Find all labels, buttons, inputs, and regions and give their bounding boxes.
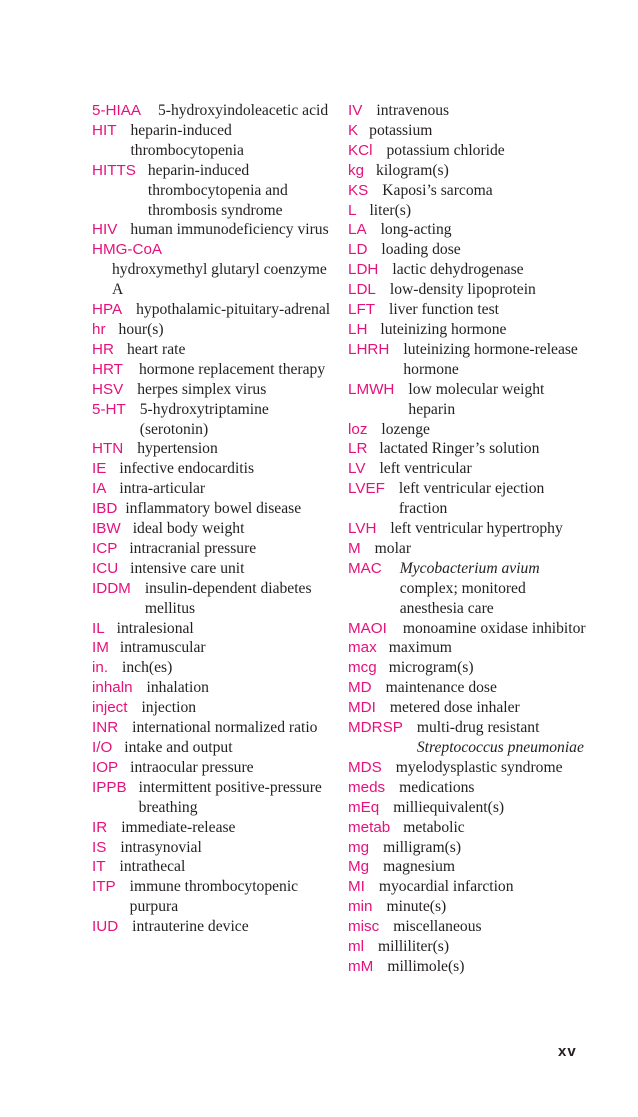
abbreviation-definition: heparin-induced thrombocytopenia and thrombosis syndrome [147, 161, 288, 219]
abbreviation-term: LVEF [348, 480, 385, 498]
abbreviation-term: MAC [348, 559, 382, 577]
abbreviation-definition: liver function test [389, 301, 500, 319]
abbreviation-definition: lozenge [381, 420, 430, 438]
abbreviation-definition: myelodysplastic syndrome [395, 758, 563, 776]
abbreviation-entry [348, 658, 588, 678]
abbreviation-definition: intrasynovial [120, 838, 202, 856]
abbreviation-entry [348, 300, 588, 320]
abbreviation-term: LFT [348, 301, 376, 319]
abbreviation-entry [348, 638, 588, 658]
abbreviation-entry [348, 240, 588, 260]
abbreviation-entry [92, 857, 332, 877]
abbreviation-term: MI [348, 878, 365, 896]
abbreviation-term: KS [348, 181, 369, 199]
abbreviation-entry [348, 937, 588, 957]
abbreviation-entry [348, 818, 588, 838]
abbreviation-entry [92, 479, 332, 499]
abbreviation-definition: human immunodeficiency virus [130, 221, 329, 239]
abbreviation-term: inhaln [92, 679, 133, 697]
abbreviation-term: IL [92, 619, 105, 637]
abbreviation-entry [92, 320, 332, 340]
italic-term: Mycobacterium avium [399, 559, 540, 577]
abbreviation-entry [348, 260, 588, 280]
abbreviation-entry [92, 380, 332, 400]
abbreviation-definition: international normalized ratio [132, 719, 318, 737]
abbreviation-entry [92, 579, 332, 619]
abbreviation-entry [92, 678, 332, 698]
abbreviation-definition: maximum [388, 639, 452, 657]
abbreviation-definition: intrathecal [119, 858, 186, 876]
abbreviation-term: LV [348, 460, 366, 478]
abbreviation-definition: Mycobacterium avium complex; monitored anesthesia care [399, 559, 540, 617]
abbreviation-term: LDH [348, 261, 379, 279]
abbreviation-term: HIT [92, 121, 117, 139]
abbreviation-entry [92, 658, 332, 678]
abbreviation-definition: intraocular pressure [130, 758, 254, 776]
abbreviation-entry [348, 459, 588, 479]
abbreviation-term: IUD [92, 918, 119, 936]
abbreviation-definition: liter(s) [369, 201, 412, 219]
abbreviation-definition: lactic dehydrogenase [392, 261, 524, 279]
abbreviation-entry [348, 678, 588, 698]
abbreviation-definition: intramuscular [119, 639, 206, 657]
abbreviation-definition: milligram(s) [383, 838, 462, 856]
abbreviation-definition: metered dose inhaler [389, 699, 520, 717]
abbreviation-term: Mg [348, 858, 370, 876]
abbreviation-definition: loading dose [381, 241, 461, 259]
abbreviation-term: mg [348, 838, 370, 856]
abbreviation-entry [348, 121, 588, 141]
abbreviation-term: ml [348, 938, 365, 956]
abbreviation-entry [92, 539, 332, 559]
abbreviation-definition: lactated Ringer’s solution [379, 440, 540, 458]
italic-term: Streptococcus pneumoniae [416, 739, 584, 756]
abbreviation-definition: intake and output [124, 739, 233, 756]
abbreviation-definition: low molecular weight heparin [408, 380, 545, 418]
abbreviation-entry [92, 340, 332, 360]
abbreviation-entry [348, 380, 588, 420]
abbreviation-definition: inflammatory bowel disease [125, 500, 302, 518]
abbreviation-entry [348, 201, 588, 221]
abbreviation-term: IBD [92, 500, 118, 518]
abbreviation-definition: hypothalamic-pituitary-adrenal [136, 301, 331, 319]
abbreviation-entry [348, 420, 588, 440]
abbreviation-term: INR [92, 719, 119, 737]
abbreviation-entry [348, 857, 588, 877]
abbreviation-entry [348, 559, 588, 619]
abbreviation-entry [92, 877, 332, 917]
abbreviation-term: IR [92, 818, 108, 836]
abbreviation-term: HIV [92, 221, 118, 239]
abbreviation-term: 5-HIAA [92, 102, 141, 119]
abbreviation-entry [348, 539, 588, 559]
abbreviation-definition: intravenous [376, 102, 450, 119]
abbreviation-term: mcg [348, 659, 377, 677]
abbreviation-term: IM [92, 639, 109, 657]
abbreviation-definition: heparin-induced thrombocytopenia [130, 121, 244, 159]
abbreviation-definition: Kaposi’s sarcoma [382, 181, 493, 199]
abbreviation-term: IPPB [92, 778, 127, 796]
abbreviation-entry [348, 439, 588, 459]
abbreviation-entry [92, 240, 332, 300]
abbreviation-term: HITTS [92, 161, 136, 179]
abbreviation-term: L [348, 201, 357, 219]
abbreviation-term: HTN [92, 440, 124, 458]
abbreviation-term: min [348, 898, 373, 916]
abbreviation-entry [348, 758, 588, 778]
page-number: xv [558, 1043, 577, 1060]
abbreviation-term: HPA [92, 301, 123, 319]
abbreviation-term: I/O [92, 739, 113, 756]
abbreviation-entry [348, 479, 588, 519]
abbreviation-definition: inch(es) [122, 659, 173, 677]
abbreviation-definition: infective endocarditis [119, 460, 255, 478]
abbreviation-term: mM [348, 957, 374, 975]
abbreviation-entry [348, 340, 588, 380]
abbreviation-entry [348, 897, 588, 917]
abbreviations-column-left [92, 101, 332, 937]
abbreviation-term: HR [92, 340, 114, 358]
abbreviation-definition: insulin-dependent diabetes mellitus [144, 579, 312, 617]
abbreviation-term: HMG-CoA [92, 241, 163, 259]
abbreviation-entry [348, 619, 588, 639]
abbreviation-definition: myocardial infarction [378, 878, 514, 896]
abbreviation-entry [92, 698, 332, 718]
abbreviation-term: ICP [92, 539, 118, 557]
abbreviation-definition: molar [374, 539, 412, 557]
abbreviation-entry [92, 778, 332, 818]
abbreviation-entry [92, 838, 332, 858]
abbreviation-definition: 5-hydroxyindoleacetic acid [157, 102, 329, 119]
abbreviation-definition: intermittent positive-pressure breathing [138, 778, 322, 816]
abbreviation-definition: monoamine oxidase inhibitor [402, 619, 586, 637]
abbreviation-entry [92, 459, 332, 479]
abbreviation-term: HSV [92, 380, 124, 398]
abbreviation-term: LMWH [348, 380, 395, 398]
abbreviation-entry [348, 519, 588, 539]
abbreviation-term: MAOI [348, 619, 387, 637]
abbreviation-term: LH [348, 320, 368, 338]
abbreviation-definition: miscellaneous [393, 918, 482, 936]
abbreviation-entry [348, 280, 588, 300]
abbreviation-term: IOP [92, 758, 119, 776]
abbreviation-entry [92, 499, 332, 519]
abbreviation-term: IV [348, 102, 363, 119]
abbreviation-term: LVH [348, 520, 377, 538]
abbreviation-term: hr [92, 320, 106, 338]
abbreviation-definition: herpes simplex virus [137, 380, 267, 398]
abbreviation-definition: ideal body weight [132, 520, 245, 538]
abbreviation-definition: intrauterine device [132, 918, 249, 936]
abbreviation-term: in. [92, 659, 109, 677]
abbreviation-entry [348, 917, 588, 937]
abbreviation-term: mEq [348, 798, 380, 816]
abbreviation-term: meds [348, 778, 386, 796]
abbreviation-entry [92, 619, 332, 639]
abbreviation-definition: hormone replacement therapy [138, 360, 326, 378]
abbreviation-definition: medications [399, 778, 475, 796]
abbreviation-definition: immediate-release [121, 818, 236, 836]
abbreviation-definition: low-density lipoprotein [389, 281, 536, 299]
abbreviation-term: MDRSP [348, 719, 403, 737]
abbreviation-term: HRT [92, 360, 123, 378]
abbreviation-term: IDDM [92, 579, 131, 597]
abbreviations-column-right [348, 101, 588, 977]
abbreviation-entry [92, 439, 332, 459]
abbreviation-term: LR [348, 440, 368, 458]
abbreviation-definition: intensive care unit [130, 559, 245, 577]
abbreviation-term: max [348, 639, 377, 657]
abbreviation-entry [92, 638, 332, 658]
abbreviation-entry [348, 320, 588, 340]
abbreviation-entry [92, 718, 332, 738]
abbreviation-term: IE [92, 460, 107, 478]
abbreviation-definition: long-acting [380, 221, 452, 239]
abbreviation-term: IA [92, 480, 107, 498]
abbreviation-entry [348, 181, 588, 201]
abbreviation-entry [92, 519, 332, 539]
abbreviation-entry [92, 220, 332, 240]
abbreviation-definition: immune thrombocytopenic purpura [129, 878, 299, 916]
abbreviation-definition: milliliter(s) [378, 938, 450, 956]
abbreviation-entry [348, 877, 588, 897]
abbreviation-definition: millimole(s) [387, 957, 465, 975]
abbreviation-term: misc [348, 918, 380, 936]
abbreviation-entry [348, 778, 588, 798]
abbreviation-term: M [348, 539, 361, 557]
abbreviation-definition: hydroxymethyl glutaryl coenzyme A [112, 261, 327, 299]
abbreviation-definition: 5-hydroxytriptamine (serotonin) [139, 400, 269, 438]
abbreviation-term: loz [348, 420, 368, 438]
abbreviation-term: IS [92, 838, 107, 856]
abbreviation-definition: luteinizing hormone [380, 320, 507, 338]
abbreviation-entry [92, 559, 332, 579]
abbreviation-term: MDI [348, 699, 376, 717]
abbreviation-definition: left ventricular ejection fraction [398, 480, 545, 518]
abbreviation-definition: left ventricular hypertrophy [390, 520, 563, 538]
abbreviation-term: LHRH [348, 340, 390, 358]
abbreviation-term: MDS [348, 758, 382, 776]
abbreviation-term: kg [348, 161, 365, 179]
abbreviation-entry [92, 917, 332, 937]
abbreviation-definition: heart rate [126, 340, 186, 358]
abbreviation-definition: injection [141, 699, 197, 717]
abbreviation-definition: potassium [369, 121, 433, 139]
abbreviation-entry [348, 101, 588, 121]
abbreviation-term: ICU [92, 559, 119, 577]
abbreviation-entry [348, 798, 588, 818]
abbreviation-entry [92, 818, 332, 838]
abbreviation-definition: microgram(s) [388, 659, 474, 677]
abbreviation-entry [92, 738, 332, 758]
abbreviation-term: LD [348, 241, 368, 259]
abbreviation-definition: left ventricular [379, 460, 472, 478]
abbreviation-entry [92, 400, 332, 440]
abbreviation-entry [92, 758, 332, 778]
abbreviation-definition: hour(s) [118, 320, 164, 338]
abbreviation-entry [92, 300, 332, 320]
abbreviation-definition: hypertension [137, 440, 218, 458]
abbreviation-term: IBW [92, 520, 121, 538]
abbreviation-definition: luteinizing hormone-release hormone [403, 340, 578, 378]
abbreviation-definition: kilogram(s) [376, 161, 449, 179]
abbreviation-entry [348, 141, 588, 161]
abbreviation-definition: maintenance dose [385, 679, 497, 697]
abbreviation-definition: magnesium [383, 858, 456, 876]
abbreviation-term: metab [348, 818, 391, 836]
abbreviation-term: LDL [348, 281, 376, 299]
abbreviation-entry [92, 161, 332, 221]
abbreviation-term: LA [348, 221, 367, 239]
abbreviation-term: IT [92, 858, 106, 876]
abbreviation-term: K [348, 121, 359, 139]
abbreviation-definition: intracranial pressure [129, 539, 257, 557]
abbreviation-entry [92, 360, 332, 380]
abbreviation-entry [92, 101, 332, 121]
abbreviation-entry [348, 161, 588, 181]
abbreviation-term: MD [348, 679, 372, 697]
abbreviation-entry [348, 838, 588, 858]
abbreviation-term: ITP [92, 878, 116, 896]
abbreviation-definition: metabolic [403, 818, 465, 836]
abbreviation-definition: multi-drug resistant Streptococcus pneumoniae [416, 719, 584, 756]
abbreviation-definition: inhalation [146, 679, 209, 697]
abbreviation-definition: intralesional [116, 619, 194, 637]
abbreviation-entry [92, 121, 332, 161]
abbreviation-definition: milliequivalent(s) [393, 798, 505, 816]
abbreviation-term: inject [92, 699, 128, 717]
abbreviation-entry [348, 718, 588, 758]
abbreviation-entry [348, 220, 588, 240]
abbreviation-term: KCl [348, 141, 373, 159]
abbreviation-definition: minute(s) [386, 898, 447, 916]
abbreviation-entry [348, 957, 588, 977]
abbreviation-definition: potassium chloride [386, 141, 505, 159]
abbreviation-entry [348, 698, 588, 718]
abbreviation-definition: intra-articular [119, 480, 206, 498]
abbreviation-term: 5-HT [92, 400, 126, 418]
